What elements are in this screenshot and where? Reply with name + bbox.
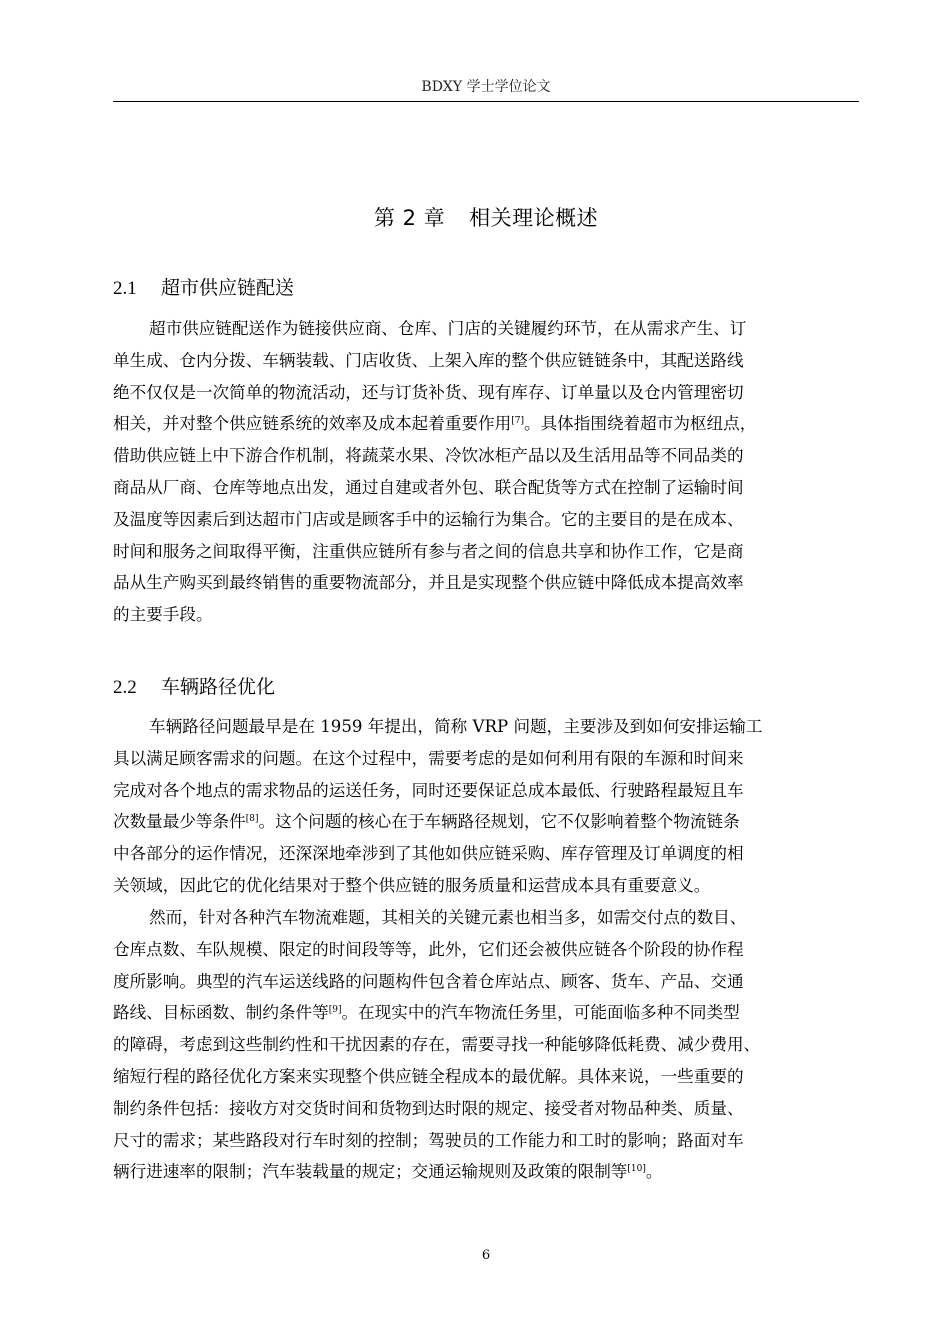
line-text: 相关，并对整个供应链系统的效率及成本起着重要作用	[113, 414, 512, 434]
text-line: 缩短行程的路径优化方案来实现整个供应链全程成本的最优解。具体来说，一些重要的	[113, 1066, 744, 1086]
line-text: 次数量最少等条件	[113, 812, 246, 832]
text-line: 度所影响。典型的汽车运送线路的问题构件包含着仓库站点、顾客、货车、产品、交通	[113, 971, 744, 991]
text-line: 完成对各个地点的需求物品的运送任务，同时还要保证总成本最低、行驶路程最短且车	[113, 780, 744, 800]
text-line: 具以满足顾客需求的问题。在这个过程中，需要考虑的是如何利用有限的车源和时间来	[113, 748, 744, 768]
chapter-number: 第 2 章	[373, 206, 446, 230]
line-text: 。这个问题的核心在于车辆路径规划，它不仅影响着整个物流链条	[258, 812, 740, 832]
text-line: 的主要手段。	[113, 605, 213, 625]
paragraph-supermarket-distribution	[113, 313, 865, 631]
paragraph-vrp-constraints	[113, 902, 865, 1188]
text-line: 绝不仅仅是一次简单的物流活动，还与订货补货、现有库存、订单量以及仓内管理密切	[113, 382, 744, 402]
text-line	[113, 1156, 865, 1188]
text-line: 借助供应链上中下游合作机制，将蔬菜水果、冷饮冰柜产品以及生活用品等不同品类的	[113, 446, 744, 466]
text-line: 中各部分的运作情况，还深深地牵涉到了其他如供应链采购、库存管理及订单调度的相	[113, 844, 744, 864]
chapter-name: 相关理论概述	[469, 206, 599, 230]
section-title: 超市供应链配送	[161, 277, 295, 299]
text-line: 仓库点数、车队规模、限定的时间段等等，此外，它们还会被供应链各个阶段的协作程	[113, 939, 744, 959]
text-line: 尺寸的需求；某些路段对行车时刻的控制；驾驶员的工作能力和工时的影响；路面对车	[113, 1130, 744, 1150]
section-heading-2-1	[113, 273, 294, 304]
text-line: 单生成、仓内分拨、车辆装载、门店收货、上架入库的整个供应链链条中，其配送路线	[113, 350, 744, 370]
text-line: 品从生产购买到最终销售的重要物流部分，并且是实现整个供应链中降低成本提高效率	[113, 573, 744, 593]
text-line: 及温度等因素后到达超市门店或是顾客手中的运输行为集合。它的主要目的是在成本、	[113, 509, 744, 529]
text-line: 的障碍，考虑到这些制约性和干扰因素的存在，需要寻找一种能够降低耗费、减少费用、	[113, 1035, 761, 1055]
text-line: 商品从厂商、仓库等地点出发，通过自建或者外包、联合配货等方式在控制了运输时间	[113, 477, 744, 497]
text-line	[113, 408, 865, 440]
section-number: 2.2	[113, 677, 137, 698]
paragraph-vrp-intro	[113, 711, 865, 902]
text-line: 时间和服务之间取得平衡，注重供应链所有参与者之间的信息共享和协作工作，它是商	[113, 541, 744, 561]
text-line	[113, 997, 865, 1029]
text-line	[113, 806, 865, 838]
citation-ref: [7]	[511, 416, 524, 427]
text-line: 关领域，因此它的优化结果对于整个供应链的服务质量和运营成本具有重要意义。	[113, 875, 711, 895]
text-line: 车辆路径问题最早是在 1959 年提出，简称 VRP 问题，主要涉及到如何安排运输工	[149, 717, 763, 736]
line-text: 辆行进速率的限制；汽车装载量的规定；交通运输规则及政策的限制等	[113, 1162, 628, 1182]
text-line: 超市供应链配送作为链接供应商、仓库、门店的关键履约环节，在从需求产生、订	[149, 319, 747, 338]
line-text: 。在现实中的汽车物流任务里，可能面临多种不同类型	[341, 1003, 740, 1023]
citation-ref: [8]	[245, 814, 259, 825]
header-rule	[113, 101, 859, 102]
line-text: 。	[645, 1162, 663, 1182]
chapter-title	[113, 201, 859, 235]
running-header: BDXY 学士学位论文	[421, 79, 551, 95]
section-number: 2.1	[113, 278, 137, 299]
section-heading-2-2	[113, 672, 275, 703]
text-line: 然而，针对各种汽车物流难题，其相关的关键元素也相当多，如需交付点的数目、	[149, 908, 747, 927]
line-text: 。具体指围绕着超市为枢纽点，	[524, 414, 757, 434]
citation-ref: [9]	[328, 1005, 342, 1016]
text-line: 制约条件包括：接收方对交货时间和货物到达时限的规定、接受者对物品种类、质量、	[113, 1098, 744, 1118]
citation-ref: [10]	[627, 1164, 646, 1175]
line-text: 路线、目标函数、制约条件等	[113, 1003, 329, 1023]
page-number: 6	[481, 1248, 491, 1263]
section-title: 车辆路径优化	[161, 676, 276, 698]
